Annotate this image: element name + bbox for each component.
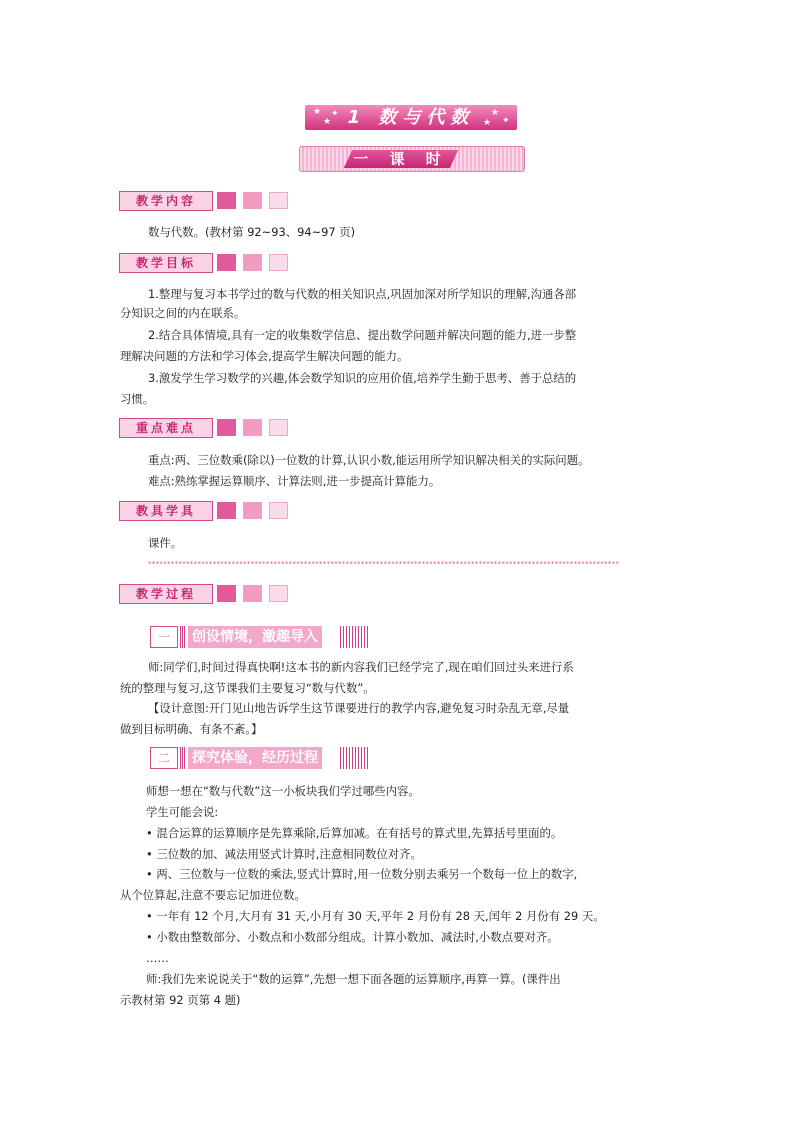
decor-square <box>243 254 262 271</box>
step-number: 一 <box>150 626 178 648</box>
list-item: • 混合运算的运算顺序是先算乘除,后算加减。在有括号的算式里,先算括号里面的。 <box>146 826 563 840</box>
star-icon: ★ <box>313 107 322 117</box>
decor-square <box>217 419 236 436</box>
decor-square <box>243 585 262 602</box>
step-title: 创设情境，激趣导入 <box>188 626 322 648</box>
decor-square <box>217 502 236 519</box>
section-label: 教学目标 <box>119 253 213 273</box>
step2-line: 师想一想在“数与代数”这一小板块我们学过哪些内容。 <box>146 784 420 798</box>
goal-line: 3.激发学生学习数学的兴趣,体会数学知识的应用价值,培养学生勤于思考、善于总结的 <box>148 371 577 385</box>
lesson-title: 一 课 时 <box>353 150 449 168</box>
goal-line: 分知识之间的内在联系。 <box>120 306 246 320</box>
goal-line: 1.整理与复习本书学过的数与代数的相关知识点,巩固加深对所学知识的理解,沟通各部 <box>148 287 577 301</box>
chapter-title: 1 数与代数 <box>347 107 475 128</box>
section-label: 教学过程 <box>119 584 213 604</box>
closing-line: 示教材第 92 页第 4 题) <box>120 993 241 1007</box>
keypoint-line: 重点:两、三位数乘(除以)一位数的计算,认识小数,能运用所学知识解决相关的实际问题。 <box>148 453 590 467</box>
decor-square <box>243 502 262 519</box>
tools-text: 课件。 <box>148 536 183 550</box>
content-text: 数与代数。(教材第 92~93、94~97 页) <box>148 225 356 239</box>
star-separator: **************************************************************************************************************************** <box>148 561 620 567</box>
section-label: 教具学具 <box>119 501 213 521</box>
decor-square <box>269 419 288 436</box>
decor-square <box>243 419 262 436</box>
decor-square <box>217 192 236 209</box>
step-tail-stripe <box>340 747 370 769</box>
list-item: • 三位数的加、减法用竖式计算时,注意相同数位对齐。 <box>146 847 422 861</box>
closing-line: 师:我们先来说说关于“数的运算”,先想一想下面各题的运算顺序,再算一算。(课件出 <box>146 972 561 986</box>
star-icon: ✦ <box>502 116 510 126</box>
star-icon: ★ <box>483 118 492 128</box>
step-number: 二 <box>150 747 178 769</box>
star-icon: ★ <box>323 117 332 127</box>
step1-line: 统的整理与复习,这节课我们主要复习“数与代数”。 <box>120 681 375 695</box>
keypoint-line: 难点:熟练掌握运算顺序、计算法则,进一步提高计算能力。 <box>148 474 441 488</box>
decor-square <box>217 585 236 602</box>
section-label: 教学内容 <box>119 191 213 211</box>
step-tail-stripe <box>340 626 370 648</box>
decor-square <box>269 585 288 602</box>
decor-square <box>269 254 288 271</box>
lesson-banner <box>299 146 525 172</box>
goal-line: 习惯。 <box>120 392 155 406</box>
step1-line: 师:同学们,时间过得真快啊!这本书的新内容我们已经学完了,现在咱们回过头来进行系 <box>148 660 574 674</box>
star-icon: ★ <box>491 108 500 118</box>
goal-line: 2.结合具体情境,具有一定的收集数学信息、提出数学问题并解决问题的能力,进一步整 <box>148 328 577 342</box>
step-stripe <box>180 626 185 648</box>
decor-square <box>243 192 262 209</box>
star-icon: ✦ <box>331 109 339 119</box>
list-item: • 小数由整数部分、小数点和小数部分组成。计算小数加、减法时,小数点要对齐。 <box>146 930 559 944</box>
decor-square <box>217 254 236 271</box>
step-title: 探究体验，经历过程 <box>188 747 322 769</box>
step1-line: 【设计意图:开门见山地告诉学生这节课要进行的教学内容,避免复习时杂乱无章,尽量 <box>148 701 570 715</box>
chapter-title-banner <box>305 105 517 130</box>
step2-line: 学生可能会说: <box>146 805 219 819</box>
decor-square <box>269 502 288 519</box>
decor-square <box>269 192 288 209</box>
goal-line: 理解决问题的方法和学习体会,提高学生解决问题的能力。 <box>120 349 409 363</box>
step-stripe <box>180 747 185 769</box>
ellipsis: …… <box>146 951 169 965</box>
list-item: • 一年有 12 个月,大月有 31 天,小月有 30 天,平年 2 月份有 28 天,闰年 2 月份有 29 天。 <box>146 909 605 923</box>
section-label: 重点难点 <box>119 418 213 438</box>
list-item: 从个位算起,注意不要忘记加进位数。 <box>120 888 306 902</box>
list-item: • 两、三位数与一位数的乘法,竖式计算时,用一位数分别去乘另一个数每一位上的数字, <box>146 867 578 881</box>
step1-line: 做到目标明确、有条不紊。】 <box>120 722 263 736</box>
